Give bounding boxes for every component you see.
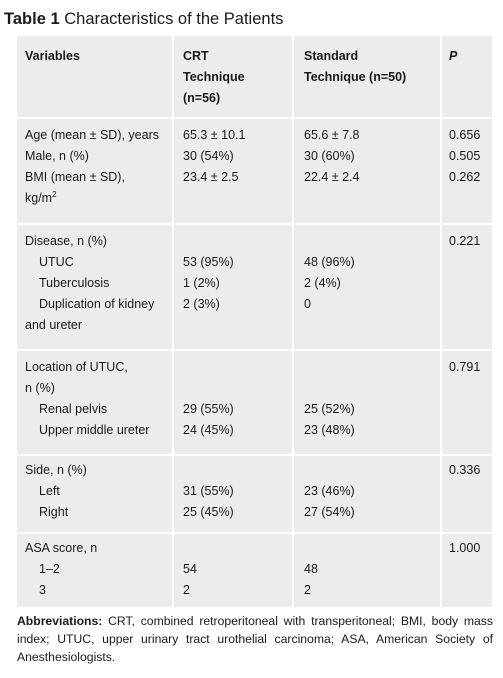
row-label — [25, 460, 87, 523]
header-crt-line: Technique — [183, 70, 245, 84]
section-heading: Side, n (%) — [25, 463, 87, 477]
header-std-line: Technique (n=50) — [304, 70, 407, 84]
row-label — [25, 538, 97, 601]
header-std-line: Standard — [304, 49, 359, 63]
label-text: and ureter — [25, 318, 82, 332]
crt-value: 2 (3%) — [183, 297, 220, 311]
label-text: Male, n (%) — [25, 149, 89, 163]
header-standard — [304, 46, 406, 88]
label-text: UTUC — [39, 255, 74, 269]
crt-value: 30 (54%) — [183, 149, 234, 163]
crt-values — [183, 399, 234, 441]
table-title — [4, 10, 283, 29]
std-value: 23 (46%) — [304, 484, 355, 498]
p-value: 0.336 — [449, 463, 481, 477]
p-value: 0.791 — [449, 360, 481, 374]
header-variables: Variables — [25, 49, 80, 63]
crt-values — [183, 559, 197, 601]
std-value: 22.4 ± 2.4 — [304, 170, 360, 184]
label-text: Right — [39, 505, 69, 519]
header-crt — [183, 46, 245, 109]
row-rule — [17, 349, 492, 351]
header-crt-line: CRT — [183, 49, 209, 63]
footnote-label: Abbreviations: — [17, 614, 103, 628]
crt-value: 54 — [183, 562, 197, 576]
table-footnote — [17, 612, 493, 666]
label-unit-sup: 2 — [52, 189, 57, 199]
p-value: 1.000 — [449, 541, 481, 555]
crt-value: 53 (95%) — [183, 255, 234, 269]
crt-value: 23.4 ± 2.5 — [183, 170, 239, 184]
p-value: 0.262 — [449, 170, 481, 184]
row-label — [25, 357, 149, 441]
section-heading: Disease, n (%) — [25, 234, 107, 248]
std-values — [304, 125, 360, 188]
table-label: Table 1 — [4, 10, 60, 28]
header-crt-line: (n=56) — [183, 91, 221, 105]
column-rule — [292, 36, 294, 607]
row-rule — [17, 454, 492, 456]
header-p: P — [449, 49, 458, 63]
section-heading: n (%) — [25, 381, 55, 395]
label-text: Upper middle ureter — [39, 423, 150, 437]
label-text: 3 — [39, 583, 46, 597]
crt-value: 29 (55%) — [183, 402, 234, 416]
label-text — [25, 188, 159, 209]
p-value: 0.221 — [449, 234, 481, 248]
crt-value: 31 (55%) — [183, 484, 234, 498]
label-text: BMI (mean ± SD), — [25, 170, 125, 184]
row-rule — [17, 532, 492, 534]
crt-value: 25 (45%) — [183, 505, 234, 519]
std-value: 0 — [304, 297, 311, 311]
std-value: 27 (54%) — [304, 505, 355, 519]
p-value: 0.656 — [449, 128, 481, 142]
std-value: 25 (52%) — [304, 402, 355, 416]
footnote-text: CRT, combined retroperitoneal with transperitoneal; BMI, body mass index; UTUC, upper urinary tract urothelial carcinoma; ASA, American Society of Anesthesiologists. — [17, 614, 493, 664]
std-value: 23 (48%) — [304, 423, 355, 437]
label-text: Renal pelvis — [39, 402, 108, 416]
std-values — [304, 399, 355, 441]
std-value: 30 (60%) — [304, 149, 355, 163]
std-value: 48 (96%) — [304, 255, 355, 269]
characteristics-table — [17, 36, 492, 607]
crt-value: 24 (45%) — [183, 423, 234, 437]
section-heading: Location of UTUC, — [25, 360, 128, 374]
crt-value: 1 (2%) — [183, 276, 220, 290]
label-unit: kg/m — [25, 191, 53, 205]
label-text: Duplication of kidney — [39, 297, 155, 311]
std-value: 2 (4%) — [304, 276, 341, 290]
row-rule — [17, 223, 492, 225]
table-title-text: Characteristics of the Patients — [64, 10, 284, 28]
std-values — [304, 252, 355, 315]
std-value: 65.6 ± 7.8 — [304, 128, 360, 142]
std-values — [304, 559, 318, 601]
row-label — [25, 125, 159, 209]
crt-values — [183, 481, 234, 523]
crt-value: 2 — [183, 583, 190, 597]
std-values — [304, 481, 355, 523]
crt-values — [183, 252, 234, 315]
crt-value: 65.3 ± 10.1 — [183, 128, 246, 142]
row-rule — [17, 117, 492, 119]
std-value: 48 — [304, 562, 318, 576]
label-text: Left — [39, 484, 60, 498]
column-rule — [172, 36, 174, 607]
label-text: 1–2 — [39, 562, 60, 576]
label-text: Tuberculosis — [39, 276, 110, 290]
row-label — [25, 231, 154, 336]
p-value: 0.505 — [449, 149, 481, 163]
crt-values — [183, 125, 245, 188]
std-value: 2 — [304, 583, 311, 597]
section-heading: ASA score, n — [25, 541, 98, 555]
p-values — [449, 125, 480, 188]
column-rule — [440, 36, 442, 607]
label-text: Age (mean ± SD), years — [25, 128, 159, 142]
